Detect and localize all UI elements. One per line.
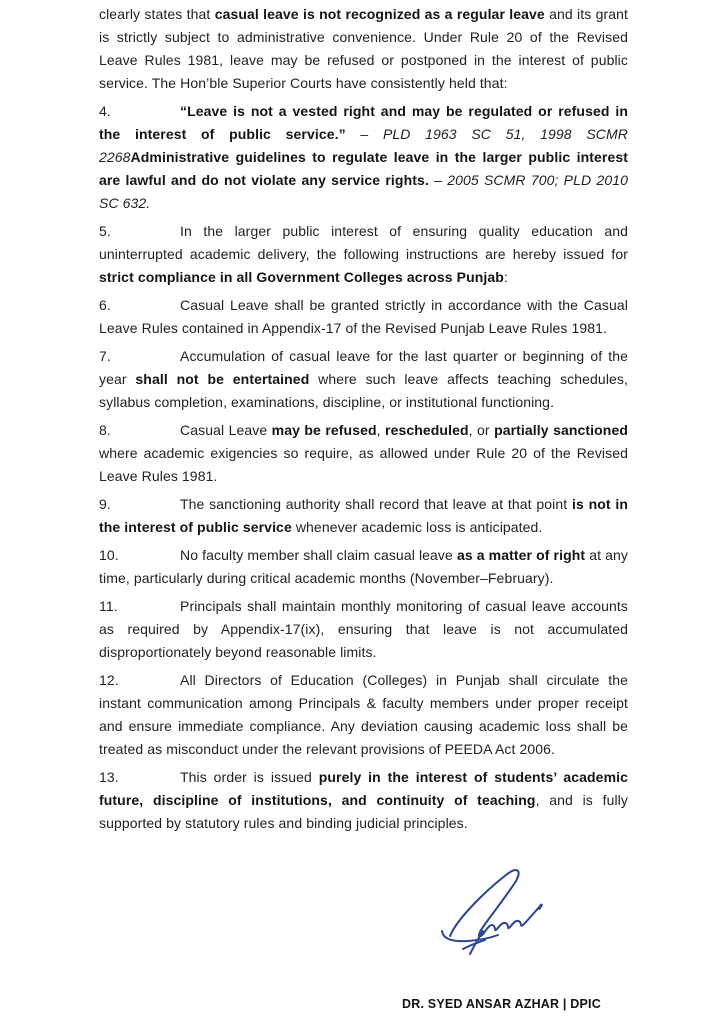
paragraph-text-segment: purely in the interest of students’ academic future, discipline of institutions, and continuity of teaching <box>99 769 628 808</box>
paragraph-text-segment: – <box>345 126 383 142</box>
paragraph-text-segment: may be refused <box>271 422 377 438</box>
paragraph-number: 7. <box>99 348 111 364</box>
paragraph-text-segment: Accumulation of casual leave for the last quarter or beginning of the year <box>99 348 628 387</box>
paragraph <box>99 419 628 488</box>
paragraph-text-segment: Administrative guidelines to regulate leave in the larger public interest are lawful and do not violate any service rights. <box>99 149 628 188</box>
paragraph <box>99 294 628 340</box>
paragraph-number: 6. <box>99 297 111 313</box>
paragraph-text-segment: rescheduled <box>385 422 469 438</box>
paragraph-text-segment: whenever academic loss is anticipated. <box>291 519 543 535</box>
paragraph <box>99 493 628 539</box>
paragraph-text-segment: In the larger public interest of ensuring quality education and uninterrupted academic delivery, the following instructions are hereby issued for <box>99 223 628 262</box>
paragraph-text-segment: clearly states that <box>99 6 215 22</box>
paragraph-text-segment: where academic exigencies so require, as allowed under Rule 20 of the Revised Leave Rules 1981. <box>99 445 628 484</box>
paragraph <box>99 3 628 95</box>
paragraph <box>99 669 628 761</box>
paragraph-text-segment: All Directors of Education (Colleges) in Punjab shall circulate the instant communication among Principals & faculty members under proper receipt and ensure immediate compliance. Any deviation causing academic loss shall be treated as misconduct under the relevant provisions of PEEDA Act 2006. <box>99 672 628 757</box>
paragraph-text-segment: The sanctioning authority shall record that leave at that point <box>180 496 572 512</box>
paragraph <box>99 220 628 289</box>
paragraph-number: 13. <box>99 769 119 785</box>
paragraph <box>99 766 628 835</box>
paragraph-text-segment: is not in the interest of public service <box>99 496 628 535</box>
paragraph-text-segment: at any time, particularly during critical academic months (November–February). <box>99 547 628 586</box>
paragraph-text-segment: , and is fully supported by statutory rules and binding judicial principles. <box>99 792 628 831</box>
paragraph-text-segment: , or <box>468 422 495 438</box>
paragraph-number: 8. <box>99 422 111 438</box>
paragraph-number: 10. <box>99 547 119 563</box>
signature-main-stroke <box>450 870 542 937</box>
paragraph-text-segment: Casual Leave shall be granted strictly in accordance with the Casual Leave Rules contained in Appendix-17 of the Revised Punjab Leave Rules 1981. <box>99 297 628 336</box>
paragraph <box>99 100 628 215</box>
signatory-name: DR. SYED ANSAR AZHAR | DPIC <box>402 997 601 1011</box>
paragraph-text-segment: Principals shall maintain monthly monitoring of casual leave accounts as required by Appendix-17(ix), ensuring that leave is not accumulated disproportionately beyond reasonable limits. <box>99 598 628 660</box>
paragraph <box>99 345 628 414</box>
paragraph-number: 11. <box>99 598 118 614</box>
paragraph-text-segment: partially sanctioned <box>494 422 628 438</box>
paragraph-text-segment: strict compliance in all Government Colleges across Punjab <box>99 269 504 285</box>
paragraph-number: 9. <box>99 496 111 512</box>
paragraph-text-segment: , <box>376 422 386 438</box>
document-body <box>99 3 628 840</box>
paragraph-text-segment: This order is issued <box>180 769 319 785</box>
paragraph-text-segment: No faculty member shall claim casual leave <box>180 547 457 563</box>
paragraph-text-segment: shall not be entertained <box>135 371 310 387</box>
paragraph-text-segment: and its grant is strictly subject to administrative convenience. Under Rule 20 of the Revised Leave Rules 1981, leave may be refused or postponed in the interest of public service. The Hon’ble Superior Courts have consistently held that: <box>99 6 629 91</box>
paragraph-text-segment: 2005 SCMR 700; PLD 2010 SC 632. <box>99 172 628 211</box>
paragraph-text-segment: as a matter of right <box>456 547 586 563</box>
paragraph <box>99 595 628 664</box>
paragraph-text-segment: Casual Leave <box>180 422 272 438</box>
paragraph <box>99 544 628 590</box>
paragraph-number: 4. <box>99 103 111 119</box>
paragraph-text-segment: casual leave is not recognized as a regular leave <box>214 6 545 22</box>
paragraph-text-segment: – <box>428 172 448 188</box>
paragraph-number: 5. <box>99 223 111 239</box>
paragraph-text-segment: “Leave is not a vested right and may be regulated or refused in the interest of public service.” <box>99 103 628 142</box>
paragraph-text-segment: where such leave affects teaching schedules, syllabus completion, examinations, discipline, or institutional functioning. <box>99 371 628 410</box>
paragraph-number: 12. <box>99 672 119 688</box>
signature-icon <box>430 853 590 968</box>
paragraph-text-segment: PLD 1963 SC 51, 1998 SCMR 2268 <box>99 126 628 165</box>
paragraph-text-segment: : <box>503 269 508 285</box>
